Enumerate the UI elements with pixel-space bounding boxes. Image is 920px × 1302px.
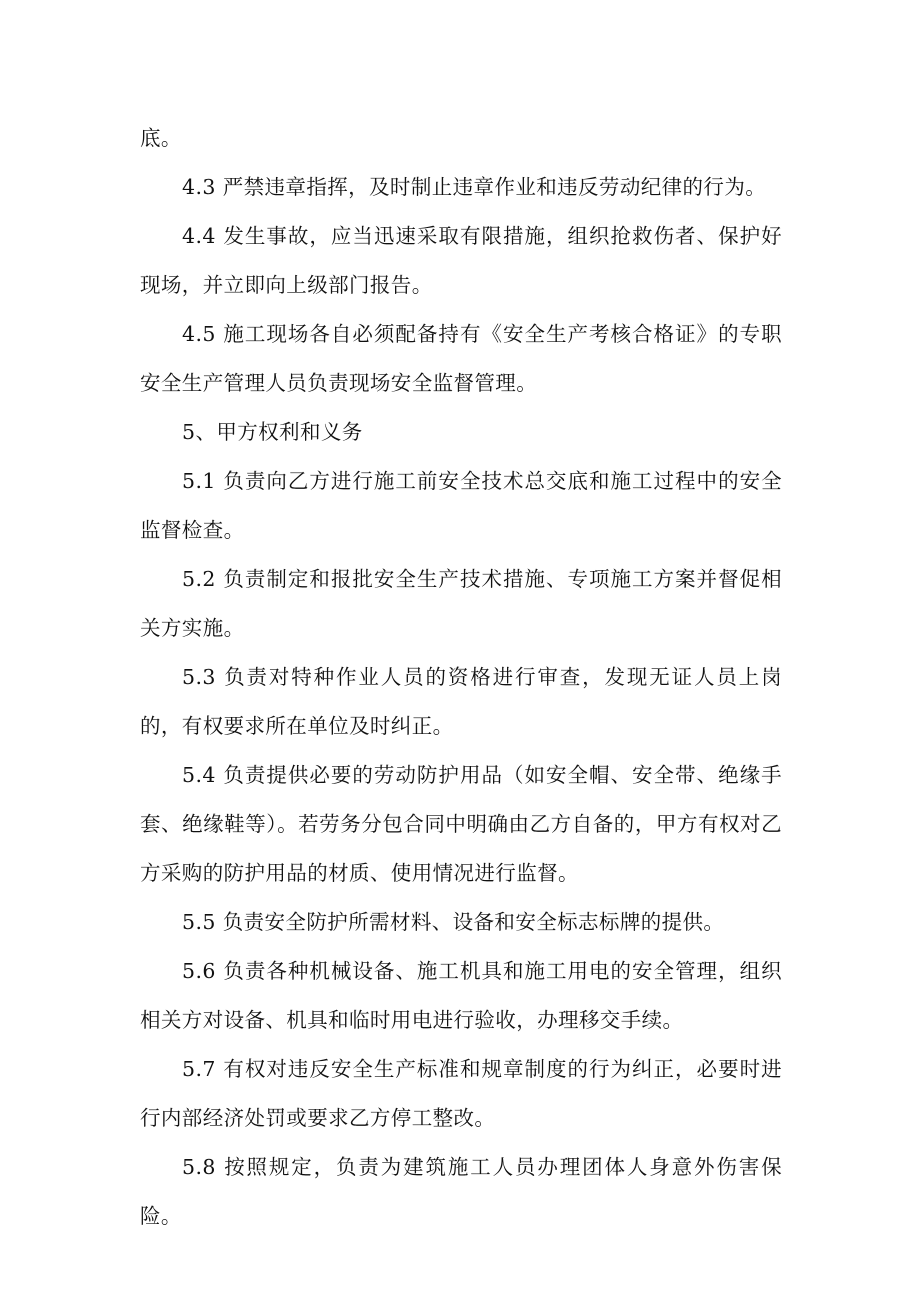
paragraph-5-6: 5.6 负责各种机械设备、施工机具和施工用电的安全管理，组织相关方对设备、机具和临时用电进行验收，办理移交手续。 (140, 959, 782, 1032)
paragraph-5-1: 5.1 负责向乙方进行施工前安全技术总交底和施工过程中的安全监督检查。 (140, 469, 782, 542)
paragraph-5-3: 5.3 负责对特种作业人员的资格进行审查，发现无证人员上岗的，有权要求所在单位及时纠正。 (140, 665, 782, 738)
paragraph-5-7: 5.7 有权对违反安全生产标准和规章制度的行为纠正，必要时进行内部经济处罚或要求乙方停工整改。 (140, 1057, 782, 1130)
paragraph-5-2: 5.2 负责制定和报批安全生产技术措施、专项施工方案并督促相关方实施。 (140, 567, 782, 640)
paragraph-4-3: 4.3 严禁违章指挥，及时制止违章作业和违反劳动纪律的行为。 (182, 175, 767, 199)
paragraph-5-5: 5.5 负责安全防护所需材料、设备和安全标志标牌的提供。 (182, 910, 725, 934)
paragraph-4-4: 4.4 发生事故，应当迅速采取有限措施，组织抢救伤者、保护好现场，并立即向上级部门报告。 (140, 224, 782, 297)
paragraph-continuation: 底。 (140, 126, 182, 150)
paragraph-5-4: 5.4 负责提供必要的劳动防护用品（如安全帽、安全带、绝缘手套、绝缘鞋等）。若劳务分包合同中明确由乙方自备的，甲方有权对乙方采购的防护用品的材质、使用情况进行监督。 (140, 763, 782, 885)
section-heading-5: 5、甲方权利和义务 (182, 420, 363, 444)
paragraph-5-8: 5.8 按照规定，负责为建筑施工人员办理团体人身意外伤害保险。 (140, 1155, 782, 1228)
document-body (140, 114, 782, 1241)
paragraph-4-5: 4.5 施工现场各自必须配备持有《安全生产考核合格证》的专职安全生产管理人员负责现场安全监督管理。 (140, 322, 782, 395)
